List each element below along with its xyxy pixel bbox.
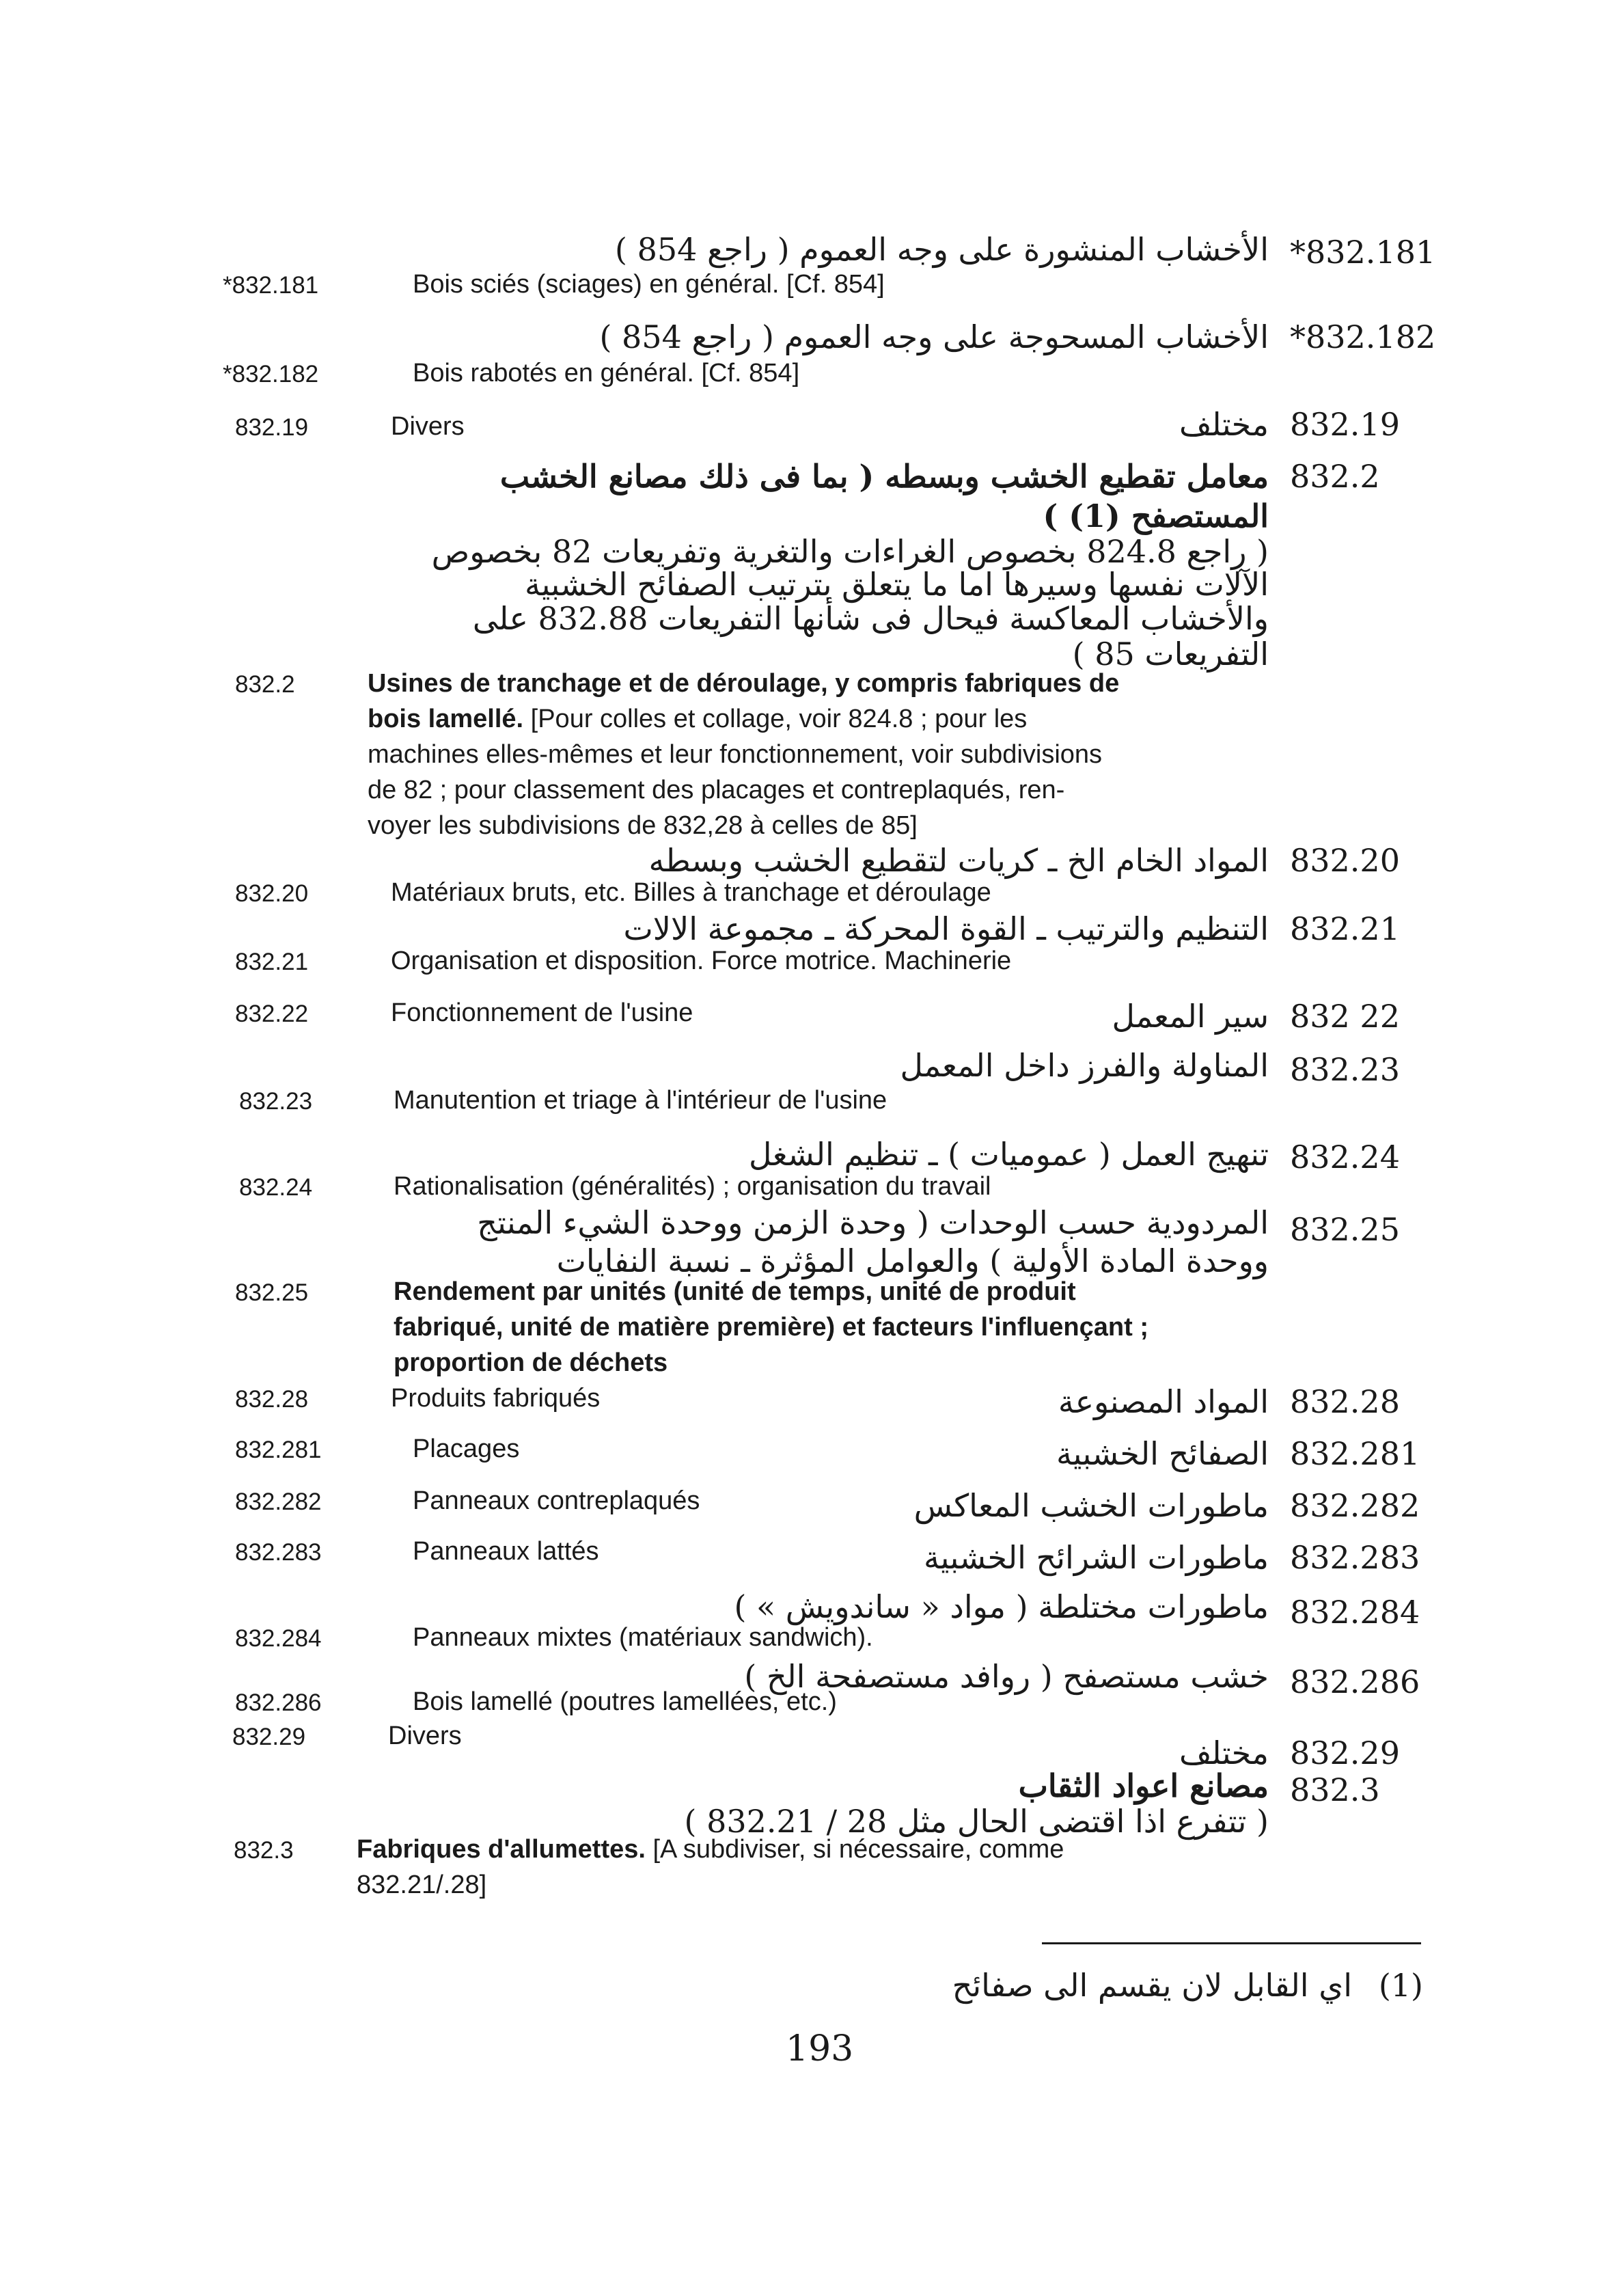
arabic-entry-code: 832.25 xyxy=(1290,1211,1400,1248)
french-entry-code: 832.28 xyxy=(235,1386,309,1413)
arabic-entry-code: 832.2 xyxy=(1290,458,1380,495)
arabic-entry-heading: المستصفح (1) ) xyxy=(1043,498,1269,534)
arabic-entry-heading: مصانع اعواد الثقاب xyxy=(1018,1767,1269,1804)
arabic-entry-text: مختلف xyxy=(1179,406,1269,443)
french-entry-text: Divers xyxy=(388,1722,462,1750)
french-entry-text: Panneaux lattés xyxy=(413,1537,599,1566)
french-entry-code: 832.24 xyxy=(239,1174,313,1201)
arabic-entry-code: 832.21 xyxy=(1290,910,1400,947)
arabic-entry-code: 832.282 xyxy=(1290,1487,1420,1524)
french-entry-heading: Usines de tranchage et de déroulage, y compris fabriques de xyxy=(368,669,1120,698)
arabic-entry-code: 832.3 xyxy=(1290,1771,1380,1808)
french-entry-text: Matériaux bruts, etc. Billes à tranchage et déroulage xyxy=(391,878,991,907)
french-entry-heading-cont: bois lamellé. xyxy=(368,705,524,733)
arabic-entry-text: المواد المصنوعة xyxy=(1058,1383,1269,1420)
french-note-line: voyer les subdivisions de 832,28 à celles de 85] xyxy=(368,811,918,840)
arabic-entry-code: 832.19 xyxy=(1290,406,1400,443)
french-entry-text: Bois lamellé (poutres lamellées, etc.) xyxy=(413,1687,837,1716)
french-entry-code: 832.21 xyxy=(235,949,309,975)
arabic-entry-code: 832.20 xyxy=(1290,842,1400,879)
arabic-entry-text: ماطورات مختلطة ( مواد « ساندويش » ) xyxy=(734,1588,1269,1625)
arabic-entry-code: 832.28 xyxy=(1290,1383,1400,1420)
arabic-entry-heading: معامل تقطيع الخشب وبسطه ( بما فى ذلك مصانع الخشب xyxy=(499,458,1269,495)
arabic-entry-text: سير المعمل xyxy=(1112,998,1269,1035)
french-entry-text: Rendement par unités (unité de temps, unité de produit xyxy=(394,1277,1076,1306)
french-entry-text: Organisation et disposition. Force motrice. Machinerie xyxy=(391,947,1012,975)
arabic-entry-code: 832.23 xyxy=(1290,1051,1400,1088)
footnote-rule xyxy=(1042,1942,1421,1944)
french-entry-text: Panneaux contreplaqués xyxy=(413,1486,700,1515)
french-entry-code: 832.20 xyxy=(235,880,309,907)
french-entry-code: 832.281 xyxy=(235,1437,322,1463)
arabic-entry-text: الأخشاب المنشورة على وجه العموم ( راجع 854 ) xyxy=(615,231,1269,268)
arabic-entry-text: الصفائح الخشبية xyxy=(1056,1435,1269,1472)
french-entry-text: Fonctionnement de l'usine xyxy=(391,998,693,1027)
arabic-entry-text: المردودية حسب الوحدات ( وحدة الزمن ووحدة الشيء المنتج xyxy=(477,1204,1269,1241)
arabic-entry-code: *832.181 xyxy=(1290,234,1436,271)
arabic-entry-text: ماطورات الخشب المعاكس xyxy=(913,1487,1269,1524)
french-entry-text: proportion de déchets xyxy=(394,1348,668,1377)
french-entry-heading: Fabriques d'allumettes. xyxy=(357,1835,646,1864)
arabic-note-line: الآلات نفسها وسيرها اما ما يتعلق بترتيب الصفائح الخشبية xyxy=(524,566,1269,603)
arabic-entry-code: 832.283 xyxy=(1290,1539,1420,1576)
french-entry-text: Bois sciés (sciages) en général. [Cf. 854] xyxy=(413,270,885,299)
arabic-entry-text: المواد الخام الخ ـ كريات لتقطيع الخشب وبسطه xyxy=(648,842,1269,879)
french-entry-code: 832.23 xyxy=(239,1088,313,1115)
arabic-entry-code: 832.24 xyxy=(1290,1139,1400,1175)
arabic-entry-text: مختلف xyxy=(1179,1735,1269,1771)
french-entry-text: Manutention et triage à l'intérieur de l'usine xyxy=(394,1086,887,1115)
arabic-entry-code: 832.284 xyxy=(1290,1594,1420,1631)
arabic-note-line: ( راجع 824.8 بخصوص الغراءات والتغرية وتفريعات 82 بخصوص xyxy=(431,533,1269,570)
french-entry-code: *832.181 xyxy=(223,272,319,299)
french-entry-text: Produits fabriqués xyxy=(391,1384,601,1413)
french-entry-code: 832.3 xyxy=(234,1837,294,1864)
french-note-line: de 82 ; pour classement des placages et contreplaqués, ren- xyxy=(368,776,1065,804)
french-entry-code: 832.284 xyxy=(235,1625,322,1652)
french-entry-code: *832.182 xyxy=(223,361,319,388)
french-entry-code: 832.2 xyxy=(235,671,295,698)
arabic-entry-text: الأخشاب المسحوجة على وجه العموم ( راجع 854 ) xyxy=(599,318,1269,355)
arabic-entry-text: ووحدة المادة الأولية ) والعوامل المؤثرة ـ نسبة النفايات xyxy=(556,1242,1269,1279)
french-note-line: [Pour colles et collage, voir 824.8 ; pour les xyxy=(523,705,1028,733)
arabic-note-line: والأخشاب المعاكسة فيحال فى شأنها التفريعات 832.88 على xyxy=(472,600,1269,637)
page-number: 193 xyxy=(786,2028,854,2069)
french-entry-code: 832.283 xyxy=(235,1539,322,1566)
french-entry-text: Rationalisation (généralités) ; organisation du travail xyxy=(394,1172,991,1201)
footnote-marker: (1) xyxy=(1378,1967,1423,2004)
french-entry-code: 832.29 xyxy=(232,1724,306,1750)
french-note-line: machines elles-mêmes et leur fonctionnement, voir subdivisions xyxy=(368,740,1103,769)
french-entry-code: 832.25 xyxy=(235,1279,309,1306)
french-entry-text xyxy=(357,1832,1064,1867)
footnote-text: اي القابل لان يقسم الى صفائح xyxy=(952,1967,1352,2004)
arabic-entry-text: المناولة والفرز داخل المعمل xyxy=(900,1047,1269,1084)
arabic-entry-text: خشب مستصفح ( روافد مستصفحة الخ ) xyxy=(744,1658,1269,1695)
arabic-entry-text: ماطورات الشرائح الخشبية xyxy=(923,1539,1269,1576)
arabic-entry-text: ( تتفرع اذا اقتضى الحال مثل 28 / 832.21 ) xyxy=(684,1803,1269,1840)
french-entry-code: 832.286 xyxy=(235,1689,322,1716)
arabic-note-line: التفريعات 85 ) xyxy=(1072,636,1269,672)
french-entry-text: Bois rabotés en général. [Cf. 854] xyxy=(413,359,800,388)
arabic-entry-code: *832.182 xyxy=(1290,318,1436,355)
arabic-entry-code: 832 22 xyxy=(1290,998,1400,1035)
french-note-line: 832.21/.28] xyxy=(357,1871,487,1899)
french-entry-text: Panneaux mixtes (matériaux sandwich). xyxy=(413,1623,873,1652)
arabic-entry-code: 832.281 xyxy=(1290,1435,1420,1472)
french-entry-text: Divers xyxy=(391,412,465,441)
french-entry-code: 832.19 xyxy=(235,414,309,441)
french-entry-text: fabriqué, unité de matière première) et facteurs l'influençant ; xyxy=(394,1313,1148,1342)
french-entry-code: 832.22 xyxy=(235,1001,309,1027)
french-entry-text: Placages xyxy=(413,1435,520,1463)
arabic-entry-code: 832.286 xyxy=(1290,1663,1420,1700)
arabic-entry-code: 832.29 xyxy=(1290,1735,1400,1771)
french-entry-code: 832.282 xyxy=(235,1488,322,1515)
arabic-entry-text: التنظيم والترتيب ـ القوة المحركة ـ مجموعة الالات xyxy=(623,910,1269,947)
arabic-entry-text: تنهيج العمل ( عموميات ) ـ تنظيم الشغل xyxy=(748,1136,1269,1173)
french-note-line: [A subdiviser, si nécessaire, comme xyxy=(645,1835,1064,1864)
french-entry-text xyxy=(368,701,1027,737)
